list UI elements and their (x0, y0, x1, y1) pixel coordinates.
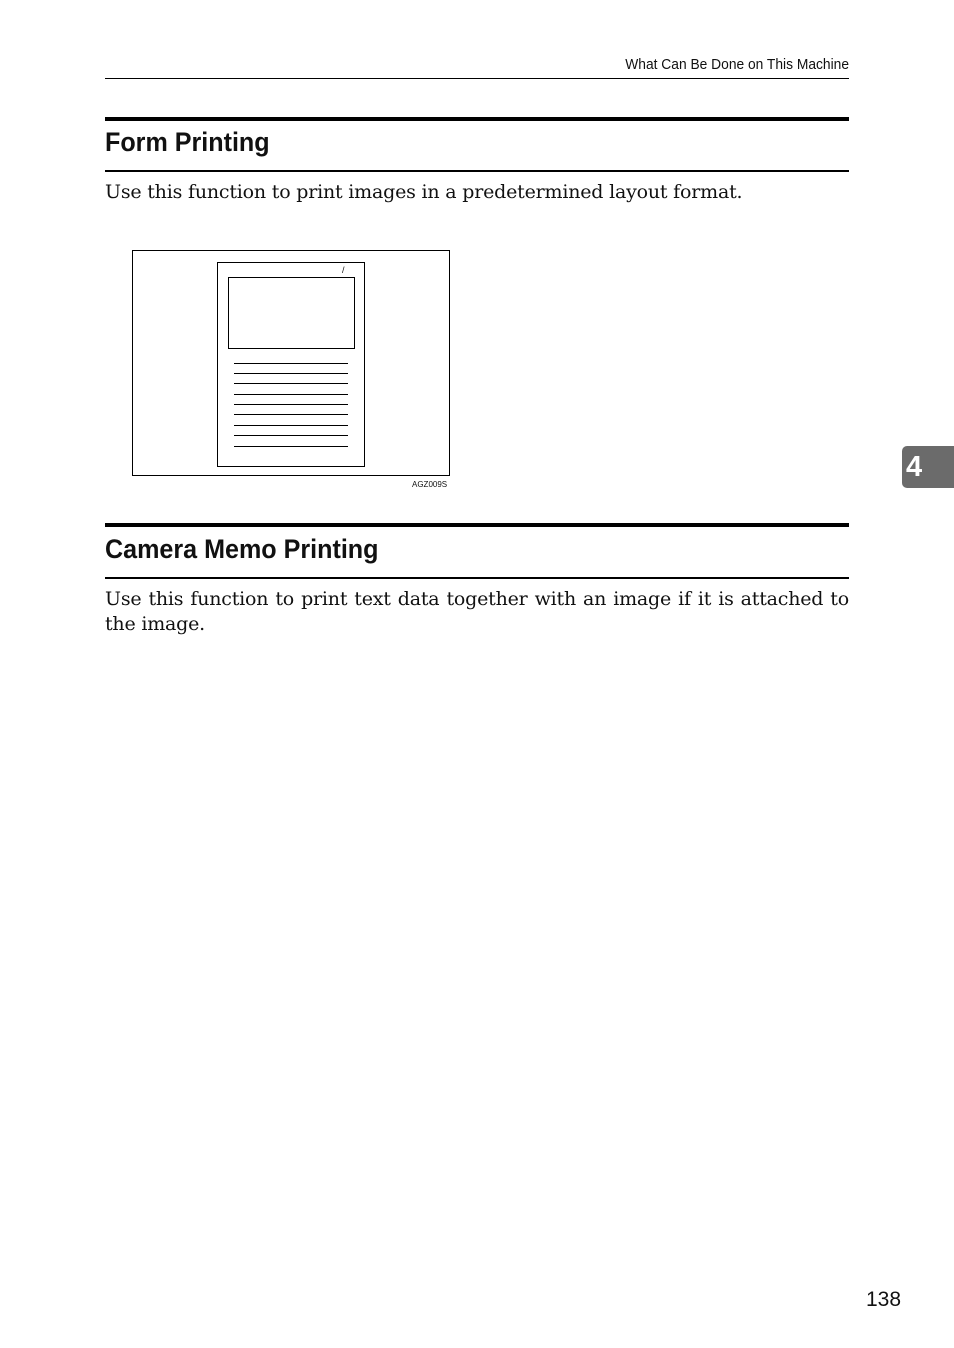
text-line (234, 435, 348, 436)
image-area (228, 277, 355, 349)
section-title-form-printing: Form Printing (105, 127, 270, 157)
section-camera-memo-bottom-rule (105, 577, 849, 579)
section-form-printing-bottom-rule (105, 170, 849, 172)
section-form-printing-top-rule (105, 117, 849, 121)
sheet-page-mark: / (342, 265, 345, 275)
section-body-camera-memo-printing: Use this function to print text data together with an image if it is attached to the image. (105, 588, 849, 635)
chapter-tab: 4 (902, 446, 954, 488)
text-line (234, 414, 348, 415)
running-header: What Can Be Done on This Machine (625, 56, 849, 73)
text-line (234, 383, 348, 384)
text-line (234, 404, 348, 405)
page-number: 138 (866, 1288, 902, 1311)
form-layout-figure (132, 250, 450, 476)
text-line (234, 363, 348, 364)
text-line (234, 373, 348, 374)
text-line (234, 446, 348, 447)
printed-sheet (217, 262, 365, 467)
section-body-form-printing: Use this function to print images in a predetermined layout format. (105, 181, 743, 203)
header-rule (105, 78, 849, 79)
section-title-camera-memo-printing: Camera Memo Printing (105, 534, 379, 564)
section-camera-memo-top-rule (105, 523, 849, 527)
text-line (234, 425, 348, 426)
figure-code: AGZ009S (412, 480, 448, 489)
text-line (234, 394, 348, 395)
